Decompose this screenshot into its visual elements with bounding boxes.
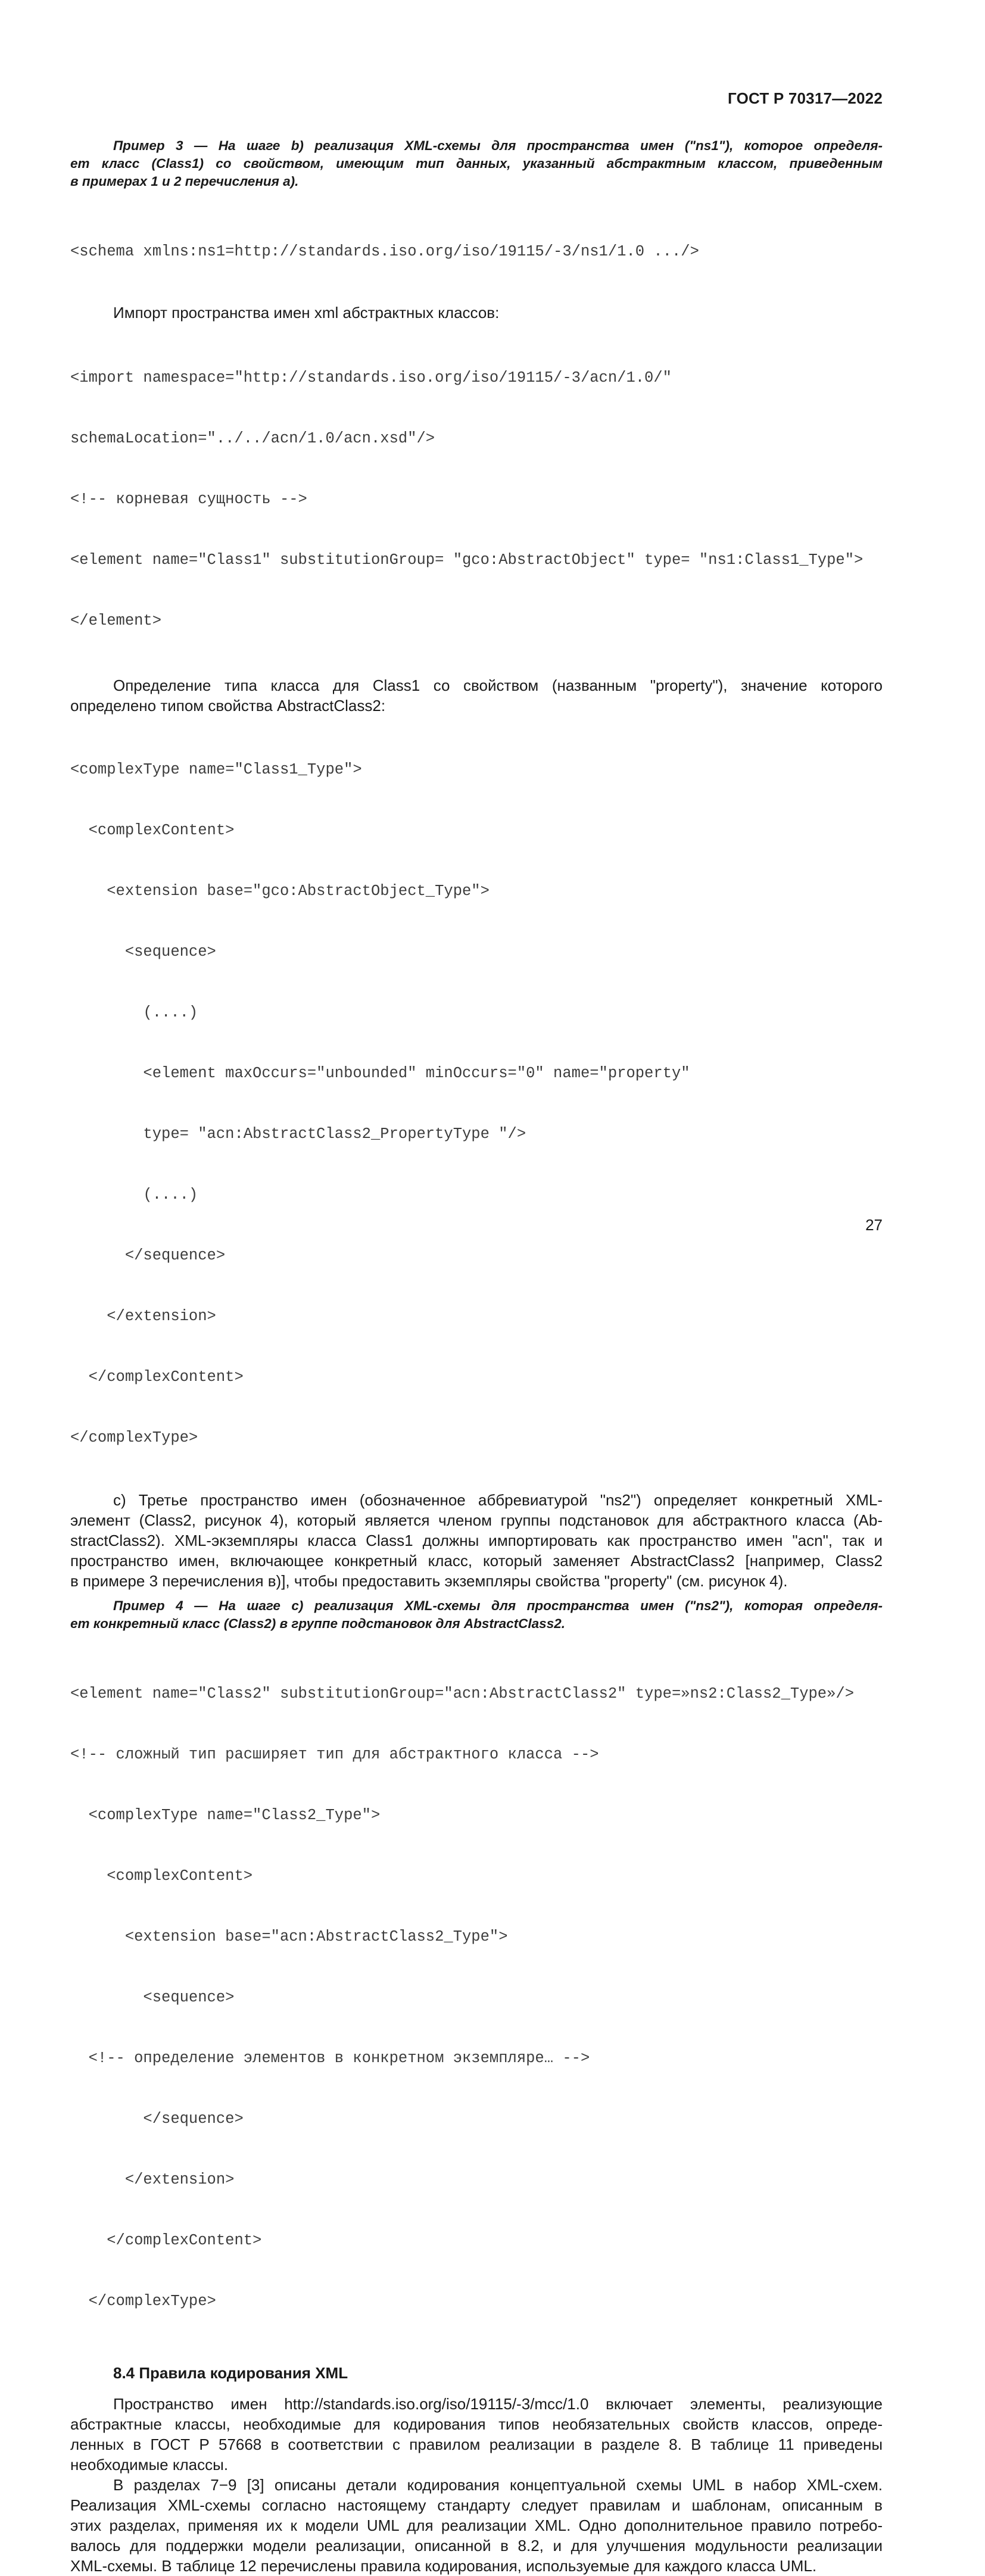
code-line: <!-- сложный тип расширяет тип для абстрактного класса -->: [70, 1746, 599, 1763]
code-line: <!-- определение элементов в конкретном экземпляре… -->: [70, 2050, 590, 2067]
example-4-line: ет конкретный класс (Class2) в группе подстановок для AbstractClass2.: [70, 1616, 565, 1631]
code-line: schemaLocation="../../acn/1.0/acn.xsd"/>: [70, 430, 435, 447]
document-code: ГОСТ Р 70317—2022: [728, 89, 883, 107]
code-line: </sequence>: [70, 1247, 226, 1264]
code-line: <complexType name="Class1_Type">: [70, 761, 362, 778]
example-3-line: ет класс (Class1) со свойством, имеющим тип данных, указанный абстрактным классом, приведенным: [70, 156, 883, 171]
code-line: </element>: [70, 612, 162, 629]
code-block-class2: [70, 1643, 883, 2352]
example-3: [70, 137, 883, 191]
paragraph-line: элемент (Class2, рисунок 4), который является членом группы подстановок для абстрактного класса (Ab-: [70, 1511, 883, 1529]
example-4: [70, 1597, 883, 1633]
paragraph-line: stractClass2). XML-экземпляры класса Class1 должны импортировать как пространство имен "acn", так и: [70, 1532, 883, 1549]
paragraph-type-definition: [70, 675, 883, 716]
code-line: <extension base="gco:AbstractObject_Type">: [70, 882, 490, 900]
code-line: <complexContent>: [70, 822, 235, 839]
code-line: (....): [70, 1186, 198, 1203]
code-line: </extension>: [70, 1308, 216, 1325]
page-number: 27: [865, 1216, 883, 1234]
paragraph-line: ленных в ГОСТ Р 57668 в соответствии с правилом реализации в разделе 8. В таблице 11 приведены: [70, 2435, 883, 2453]
code-line: </complexType>: [70, 1429, 198, 1446]
code-line: <complexType name="Class2_Type">: [70, 1807, 381, 1824]
code-line: </sequence>: [70, 2110, 244, 2128]
paragraph-line: необходимые классы.: [70, 2456, 229, 2474]
code-line: <import namespace="http://standards.iso.org/iso/19115/-3/acn/1.0/": [70, 369, 672, 386]
code-line: (....): [70, 1004, 198, 1021]
example-3-line: Пример 3 — На шаге b) реализация XML-схемы для пространства имен ("ns1"), которое определя-: [113, 138, 883, 153]
paragraph-line: Импорт пространства имен xml абстрактных классов:: [113, 304, 500, 322]
paragraph-line: c) Третье пространство имен (обозначенное аббревиатурой "ns2") определяет конкретный XML-: [113, 1491, 883, 1509]
code-line: <extension base="acn:AbstractClass2_Type">: [70, 1928, 508, 1945]
paragraph-line: пространство имен, включающее конкретный класс, который заменяет AbstractClass2 [например, Class2: [70, 1552, 883, 1570]
paragraph-import: [70, 302, 883, 323]
paragraph-encoding-rules: [70, 2475, 883, 2576]
paragraph-line: Пространство имен http://standards.iso.org/iso/19115/-3/mcc/1.0 включает элементы, реализующие: [113, 2395, 883, 2413]
code-line: </complexContent>: [70, 2232, 262, 2249]
paragraph-line: валось для поддержки модели реализации, описанной в 8.2, и для улучшения модульности реализации: [70, 2537, 883, 2555]
paragraph-line: XML-схемы. В таблице 12 перечислены правила кодирования, используемые для каждого класса UML.: [70, 2557, 817, 2575]
example-3-line: в примерах 1 и 2 перечисления a).: [70, 174, 299, 189]
paragraph-line: В разделах 7−9 [3] описаны детали кодирования концептуальной схемы UML в набор XML-схем.: [113, 2476, 883, 2494]
paragraph-namespace: [70, 2394, 883, 2475]
paragraph-line: этих разделах, применяя их к модели UML для реализации XML. Одно дополнительное правило потребо-: [70, 2516, 883, 2534]
paragraph-line: абстрактные классы, необходимые для кодирования типов необязательных свойств классов, опреде-: [70, 2415, 883, 2433]
code-block-import: [70, 328, 883, 672]
code-line: <element name="Class2" substitutionGroup="acn:AbstractClass2" type=»ns2:Class2_Type»/>: [70, 1685, 855, 1702]
code-line: </complexType>: [70, 2293, 216, 2310]
code-line: <complexContent>: [70, 1867, 253, 1885]
example-4-line: Пример 4 — На шаге c) реализация XML-схемы для пространства имен ("ns2"), которая определя-: [113, 1598, 883, 1613]
code-line: <!-- корневая сущность -->: [70, 491, 307, 508]
code-line: <sequence>: [70, 943, 216, 960]
paragraph-line: Реализация XML-схемы согласно настоящему стандарту следует правилам и шаблонам, описанным в: [70, 2496, 883, 2514]
code-line: </extension>: [70, 2171, 235, 2188]
code-line: <sequence>: [70, 1989, 235, 2006]
code-line: </complexContent>: [70, 1368, 244, 1386]
paragraph-line: в примере 3 перечисления в)], чтобы предоставить экземпляры свойства "property" (см. рисунок 4).: [70, 1572, 788, 1590]
paragraph-line: Определение типа класса для Class1 со свойством (названным "property"), значение которого: [113, 676, 883, 694]
section-heading: 8.4 Правила кодирования XML: [113, 2364, 348, 2382]
code-line: type= "acn:AbstractClass2_PropertyType "/>: [70, 1125, 526, 1143]
code-block-schema: [70, 201, 883, 302]
code-line: <element name="Class1" substitutionGroup= "gco:AbstractObject" type= "ns1:Class1_Type">: [70, 551, 864, 569]
code-line: <element maxOccurs="unbounded" minOccurs="0" name="property": [70, 1065, 690, 1082]
code-line: <schema xmlns:ns1=http://standards.iso.org/iso/19115/-3/ns1/1.0 .../>: [70, 243, 699, 260]
paragraph-line: определено типом свойства AbstractClass2:: [70, 697, 386, 715]
page-content: [70, 137, 883, 2576]
code-block-complex-type: [70, 719, 883, 1489]
paragraph-item-c: [70, 1490, 883, 1591]
